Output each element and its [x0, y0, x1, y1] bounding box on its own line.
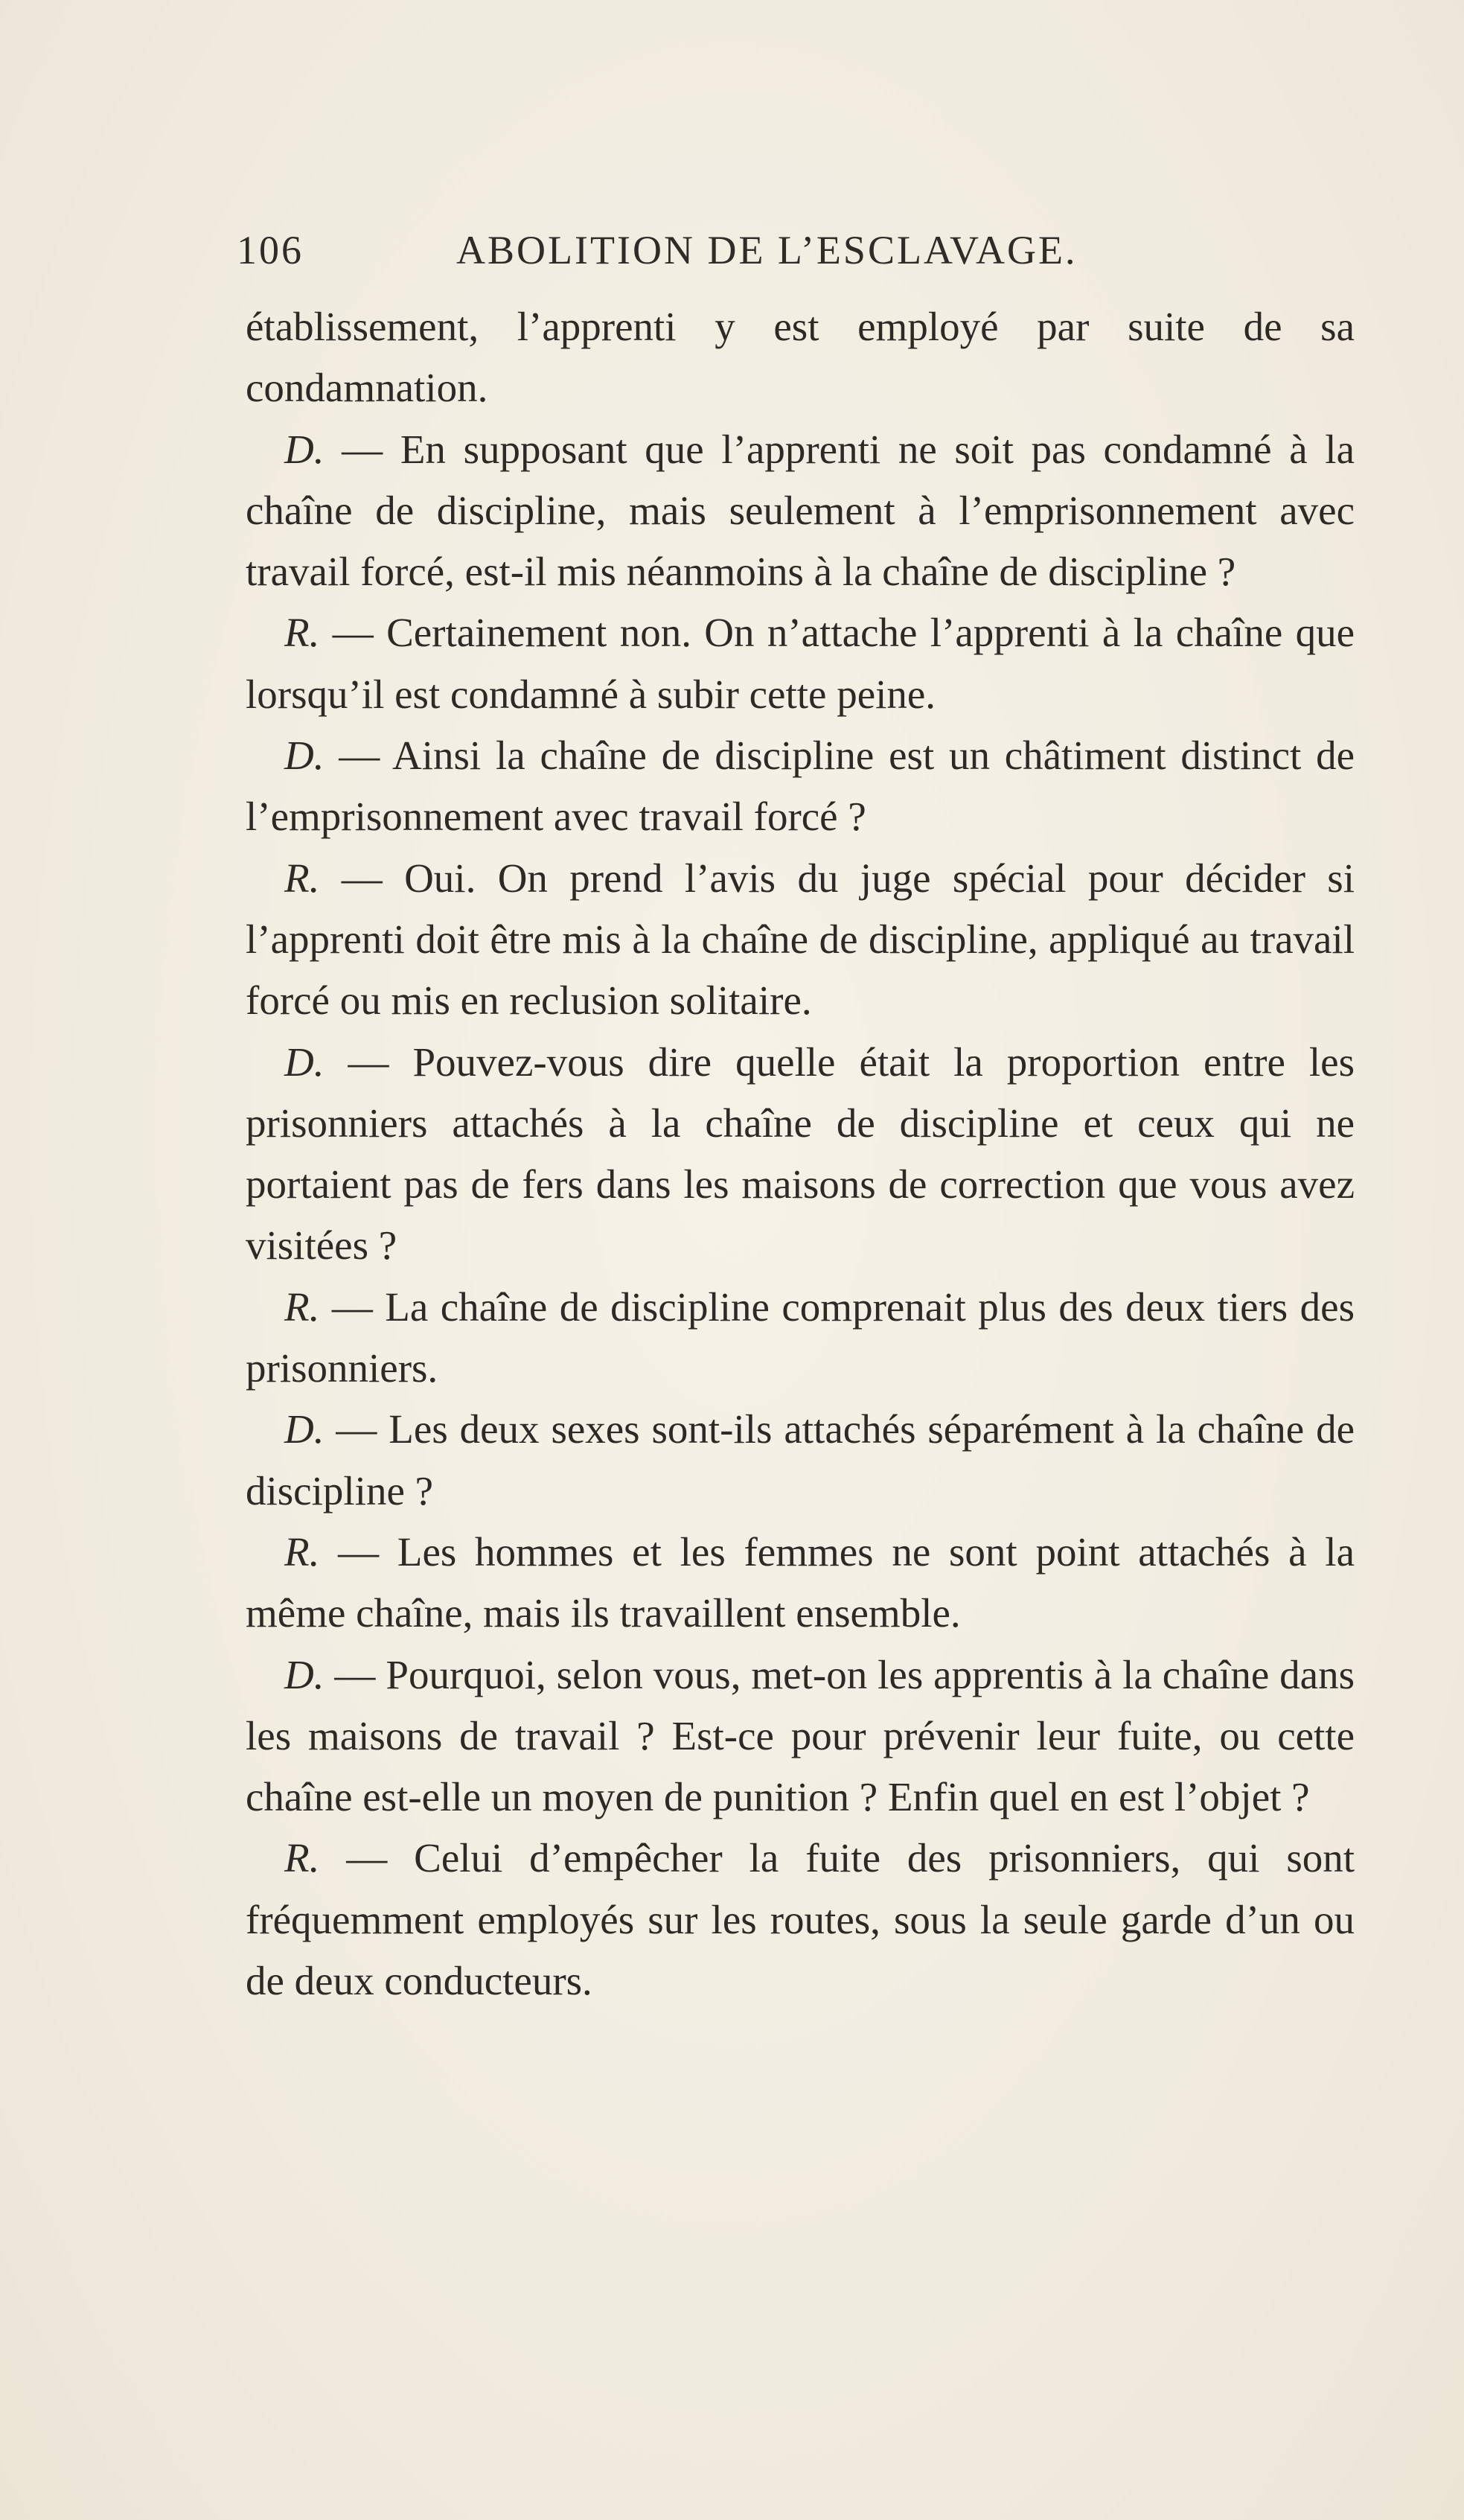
paragraph-answer — [246, 602, 1355, 725]
speaker-label: D. — [284, 733, 325, 779]
page-number: 106 — [237, 228, 304, 272]
paragraph-question — [246, 725, 1355, 848]
paragraph-question — [246, 1399, 1355, 1522]
paragraph-question — [246, 1032, 1355, 1277]
paragraph-question — [246, 419, 1355, 603]
paragraph-text: — Ainsi la chaîne de discipline est un châtiment distinct de l’emprisonnement avec travail forcé ? — [246, 733, 1355, 840]
paragraph-answer — [246, 1277, 1355, 1400]
speaker-label: D. — [284, 426, 325, 472]
paragraph-text: — Pouvez-vous dire quelle était la proportion entre les prisonniers attachés à la chaîne de discipline et ceux qui ne portaient pas de fers dans les maisons de correction que vous avez visitées ? — [246, 1039, 1355, 1269]
running-head — [237, 227, 1152, 287]
running-title: ABOLITION DE L’ESCLAVAGE. — [456, 228, 1078, 272]
paragraph-text: — Certainement non. On n’attache l’apprenti à la chaîne que lorsqu’il est condamné à subir cette peine. — [246, 610, 1355, 717]
speaker-label: R. — [284, 610, 320, 656]
paragraph-continuation — [246, 296, 1355, 419]
paragraph-answer — [246, 1522, 1355, 1645]
paragraph-text: — Pourquoi, selon vous, met-on les apprentis à la chaîne dans les maisons de travail ? Est-ce pour prévenir leur fuite, ou cette chaîne est-elle un moyen de punition ? Enfin quel en est l’objet ? — [246, 1651, 1355, 1820]
paragraph-text: — Oui. On prend l’avis du juge spécial pour décider si l’apprenti doit être mis à la chaîne de discipline, appliqué au travail forcé ou mis en reclusion solitaire. — [246, 855, 1355, 1024]
paragraph-text: — Les deux sexes sont-ils attachés séparément à la chaîne de discipline ? — [246, 1406, 1355, 1513]
paragraph-answer — [246, 848, 1355, 1032]
speaker-label: R. — [284, 1283, 320, 1330]
body-text — [246, 296, 1355, 2012]
speaker-label: R. — [284, 855, 320, 901]
speaker-label: R. — [284, 1835, 320, 1881]
speaker-label: D. — [284, 1039, 325, 1085]
paragraph-text: — La chaîne de discipline comprenait plus des deux tiers des prisonniers. — [246, 1283, 1355, 1391]
speaker-label: D. — [284, 1406, 325, 1452]
speaker-label: D. — [284, 1651, 325, 1697]
speaker-label: R. — [284, 1528, 320, 1575]
paragraph-text: établissement, l’apprenti y est employé par suite de sa condamnation. — [246, 304, 1355, 411]
paragraph-question — [246, 1645, 1355, 1828]
paragraph-text: — En supposant que l’apprenti ne soit pas condamné à la chaîne de discipline, mais seulement à l’emprisonnement avec travail forcé, est-il mis néanmoins à la chaîne de discipline ? — [246, 426, 1355, 595]
paragraph-text: — Les hommes et les femmes ne sont point attachés à la même chaîne, mais ils travaillent ensemble. — [246, 1528, 1355, 1636]
paragraph-text: — Celui d’empêcher la fuite des prisonniers, qui sont fréquemment employés sur les routes, sous la seule garde d’un ou de deux conducteurs. — [246, 1835, 1355, 2004]
paragraph-answer — [246, 1828, 1355, 2012]
